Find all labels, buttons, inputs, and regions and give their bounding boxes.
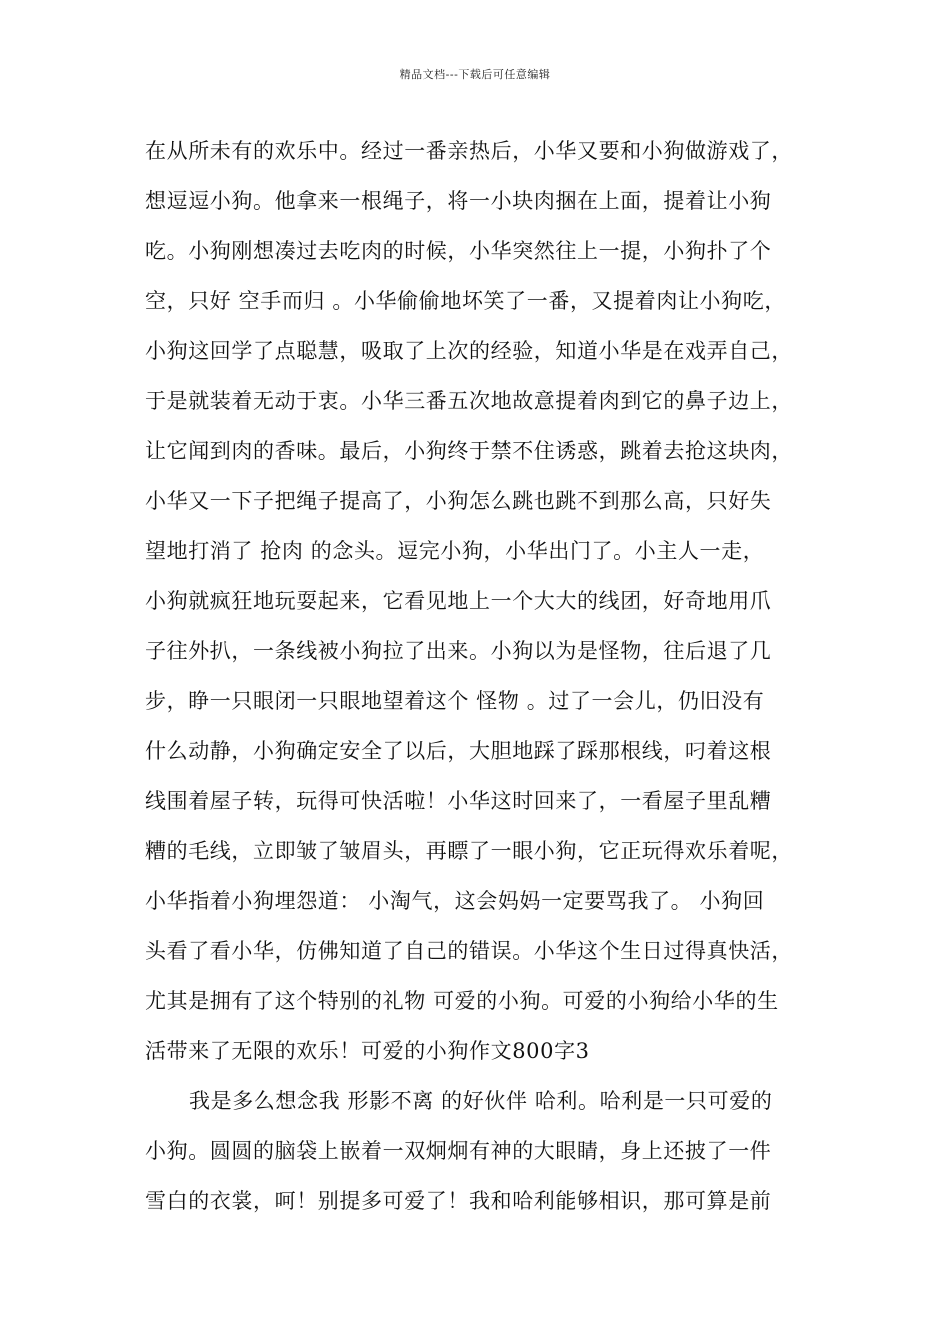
text-line: 尤其是拥有了这个特别的礼物 可爱的小狗。可爱的小狗给小华的生 xyxy=(145,989,779,1013)
paragraph-start-line: 我是多么想念我 形影不离 的好伙伴 哈利。哈利是一只可爱的 xyxy=(189,1089,773,1113)
text-line: 小狗。圆圆的脑袋上嵌着一双炯炯有神的大眼睛，身上还披了一件 xyxy=(145,1139,772,1163)
text-line: 雪白的衣裳，呵！别提多可爱了！我和哈利能够相识，那可算是前 xyxy=(145,1189,772,1213)
text-line: 小狗这回学了点聪慧，吸取了上次的经验，知道小华是在戏弄自己， xyxy=(145,339,793,363)
text-line: 活带来了无限的欢乐！可爱的小狗作文800字3 xyxy=(145,1039,590,1063)
page-header: 精品文档---下载后可任意编辑 xyxy=(399,68,551,81)
text-line: 于是就装着无动于衷。小华三番五次地故意提着肉到它的鼻子边上， xyxy=(145,389,793,413)
text-line: 在从所未有的欢乐中。经过一番亲热后，小华又要和小狗做游戏了， xyxy=(145,139,793,163)
text-line: 吃。小狗刚想凑过去吃肉的时候，小华突然往上一提，小狗扑了个 xyxy=(145,239,772,263)
text-line: 糟的毛线，立即皱了皱眉头，再瞟了一眼小狗，它正玩得欢乐着呢， xyxy=(145,839,793,863)
text-line: 小华指着小狗埋怨道： 小淘气，这会妈妈一定要骂我了。 小狗回 xyxy=(145,889,765,913)
text-line: 小华又一下子把绳子提高了，小狗怎么跳也跳不到那么高，只好失 xyxy=(145,489,772,513)
text-line: 子往外扒，一条线被小狗拉了出来。小狗以为是怪物，往后退了几 xyxy=(145,639,772,663)
text-line: 空，只好 空手而归 。小华偷偷地坏笑了一番，又提着肉让小狗吃， xyxy=(145,289,786,313)
document-body xyxy=(145,132,825,1232)
text-line: 望地打消了 抢肉 的念头。逗完小狗，小华出门了。小主人一走， xyxy=(145,539,765,563)
text-line: 什么动静，小狗确定安全了以后，大胆地踩了踩那根线，叼着这根 xyxy=(145,739,772,763)
text-line: 步，睁一只眼闭一只眼地望着这个 怪物 。过了一会儿，仍旧没有 xyxy=(145,689,765,713)
text-line: 线围着屋子转，玩得可快活啦！小华这时回来了，一看屋子里乱糟 xyxy=(145,789,772,813)
text-line: 小狗就疯狂地玩耍起来，它看见地上一个大大的线团，好奇地用爪 xyxy=(145,589,772,613)
text-line: 让它闻到肉的香味。最后，小狗终于禁不住诱惑，跳着去抢这块肉， xyxy=(145,439,793,463)
text-line: 想逗逗小狗。他拿来一根绳子，将一小块肉捆在上面，提着让小狗 xyxy=(145,189,772,213)
text-line: 头看了看小华，仿佛知道了自己的错误。小华这个生日过得真快活， xyxy=(145,939,793,963)
